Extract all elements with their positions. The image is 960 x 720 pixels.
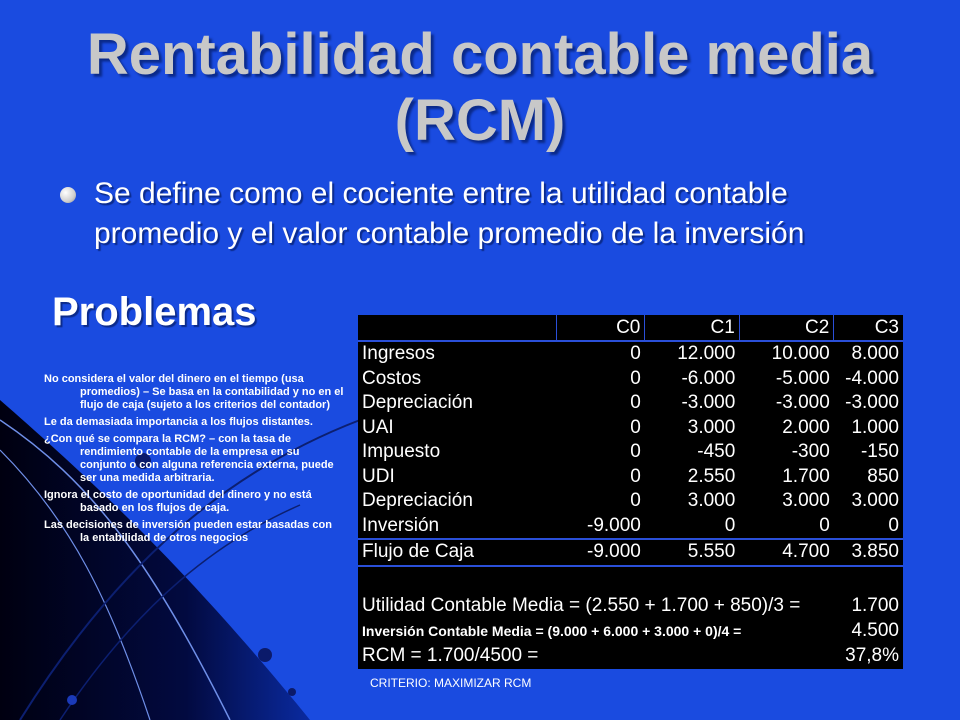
summary-value: 4.500	[851, 620, 899, 641]
list-item: Ignora el costo de oportunidad del dinero y no está basado en los flujos de caja.	[44, 489, 312, 514]
cell: 3.000	[687, 416, 736, 438]
cell: 1.700	[782, 465, 830, 487]
table-row	[358, 514, 903, 540]
cell: 0	[630, 392, 641, 414]
table-row	[358, 465, 903, 490]
rcm-table-panel	[358, 315, 903, 669]
cell: -3.000	[775, 392, 830, 414]
row-label: UAI	[362, 416, 394, 438]
column-header: C0	[557, 315, 645, 341]
row-label: Impuesto	[362, 441, 441, 463]
table-header-row	[358, 315, 903, 341]
summary-row	[358, 619, 903, 644]
definition-bullet	[58, 174, 898, 254]
list-item: ¿Con qué se compara la RCM? – con la tasa de rendimiento contable de la empresa en su conjunto o con alguna referencia externa, puede ser una medida arbitraria.	[44, 433, 334, 484]
cell: 3.000	[782, 490, 830, 512]
column-header: C1	[645, 315, 739, 341]
definition-text: Se define como el cociente entre la utilidad contable promedio y el valor contable promedio de la inversión	[94, 177, 805, 250]
cell: -450	[697, 441, 736, 463]
cell: -3.000	[681, 392, 736, 414]
cell: 0	[630, 416, 641, 438]
cell: -6.000	[681, 367, 736, 389]
cash-flow-row	[358, 539, 903, 566]
summary-label: RCM = 1.700/4500 =	[362, 645, 539, 666]
cell: -9.000	[587, 514, 641, 536]
cell: 3.850	[834, 539, 903, 566]
cell: 5.550	[645, 539, 739, 566]
cell: 0	[630, 465, 641, 487]
summary-value: 37,8%	[845, 645, 899, 666]
summary-label: Utilidad Contable Media = (2.550 + 1.700 + 850)/3 =	[362, 595, 801, 616]
row-label: Ingresos	[362, 343, 435, 365]
row-label: Depreciación	[362, 490, 473, 512]
cell: 2.550	[687, 465, 736, 487]
table-row	[358, 440, 903, 465]
cell: 3.000	[687, 490, 736, 512]
table-row	[358, 489, 903, 514]
column-header: C2	[739, 315, 833, 341]
row-label: Depreciación	[362, 392, 473, 414]
summary-value: 1.700	[851, 595, 899, 616]
row-label: Costos	[362, 367, 422, 389]
cell: 3.000	[851, 490, 899, 512]
table-row	[358, 341, 903, 367]
cell: 0	[630, 367, 641, 389]
problems-heading: Problemas	[52, 290, 257, 334]
header-empty-cell	[358, 315, 557, 341]
summary-row	[358, 594, 903, 619]
cell: -9.000	[557, 539, 645, 566]
cell: 0	[888, 514, 899, 536]
summary-label: Inversión Contable Media = (9.000 + 6.000 + 3.000 + 0)/4 =	[362, 623, 742, 639]
cell: -300	[791, 441, 830, 463]
row-label: UDI	[362, 465, 395, 487]
cell: 850	[867, 465, 899, 487]
table-row	[358, 391, 903, 416]
cell: 0	[630, 441, 641, 463]
problems-list	[44, 373, 344, 549]
cell: 0	[630, 490, 641, 512]
criterion-caption: CRITERIO: MAXIMIZAR RCM	[370, 676, 532, 690]
cell: -4.000	[845, 367, 899, 389]
cell: 8.000	[851, 343, 899, 365]
cell: 2.000	[782, 416, 830, 438]
cell: 1.000	[851, 416, 899, 438]
cell: 12.000	[677, 343, 736, 365]
cell: 0	[630, 343, 641, 365]
list-item: Las decisiones de inversión pueden estar basadas con la entabilidad de otros negocios	[44, 519, 332, 544]
row-label: Inversión	[362, 514, 440, 536]
cell: -5.000	[775, 367, 830, 389]
cell: 0	[724, 514, 736, 536]
summary-row	[358, 644, 903, 669]
column-header: C3	[834, 315, 903, 341]
spacer-row	[358, 566, 903, 594]
list-item: No considera el valor del dinero en el tiempo (usa promedios) – Se basa en la contabilidad y no en el flujo de caja (sujeto a los criterios del contador)	[44, 373, 344, 411]
cell: 4.700	[739, 539, 833, 566]
row-label: Flujo de Caja	[358, 539, 557, 566]
cell: 0	[819, 514, 830, 536]
cell: -3.000	[845, 392, 899, 414]
table-row	[358, 416, 903, 441]
list-item: Le da demasiada importancia a los flujos distantes.	[44, 416, 313, 428]
rcm-table	[358, 315, 903, 669]
cell: 10.000	[771, 343, 830, 365]
page-title: Rentabilidad contable media (RCM)	[86, 22, 874, 153]
bullet-icon	[60, 187, 76, 203]
table-row	[358, 367, 903, 392]
cell: -150	[860, 441, 899, 463]
